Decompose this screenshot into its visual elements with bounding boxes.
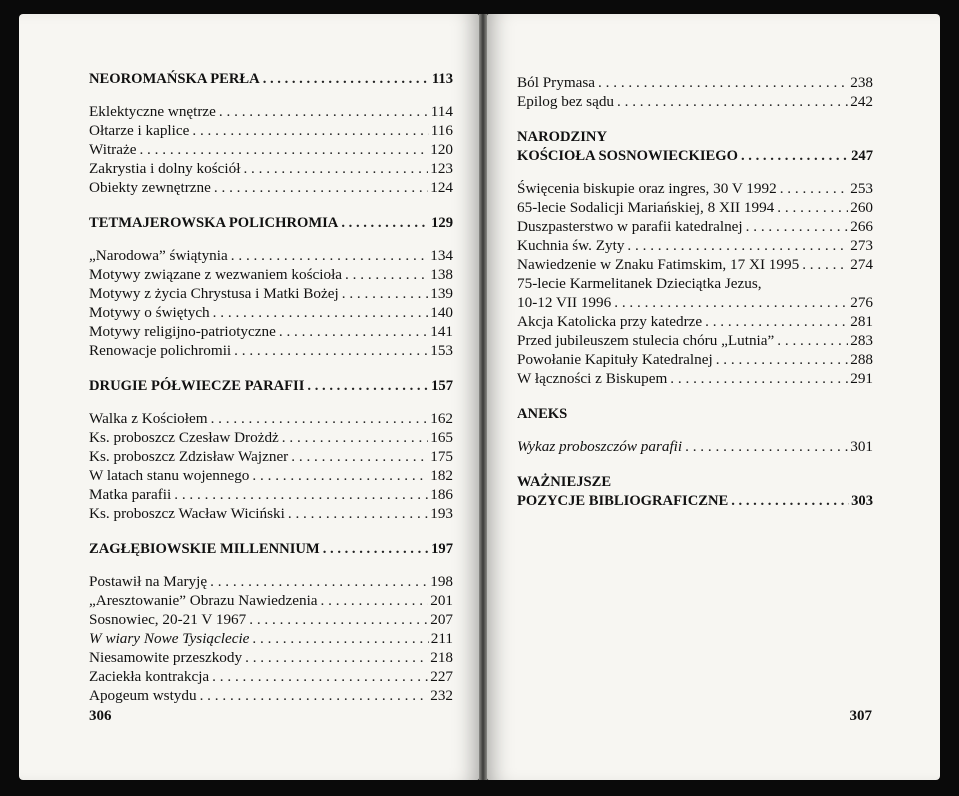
toc-entry: Motywy związane z wezwaniem kościoła . . . 138	[89, 265, 453, 284]
toc-heading: TETMAJEROWSKA POLICHROMIA . . . 129	[89, 214, 453, 233]
toc-entry: Powołanie Kapituły Katedralnej . . . 288	[517, 350, 873, 369]
toc-entry: Ks. proboszcz Zdzisław Wajzner . . . 175	[89, 447, 453, 466]
book-gutter	[479, 14, 487, 780]
toc-entry: Obiekty zewnętrzne . . . 124	[89, 178, 453, 197]
toc-entry: W latach stanu wojennego . . . 182	[89, 466, 453, 485]
toc-entry: Akcja Katolicka przy katedrze . . . 281	[517, 312, 873, 331]
toc-entry: Epilog bez sądu . . . 242	[517, 92, 873, 111]
toc-entry: Motywy z życia Chrystusa i Matki Bożej . . . 139	[89, 284, 453, 303]
toc-entry: Walka z Kościołem . . . 162	[89, 409, 453, 428]
toc-entry: „Aresztowanie” Obrazu Nawiedzenia . . . 201	[89, 591, 453, 610]
toc-entry: Niesamowite przeszkody . . . 218	[89, 648, 453, 667]
toc-entry: Ks. proboszcz Wacław Wiciński . . . 193	[89, 504, 453, 523]
toc-heading: NEOROMAŃSKA PERŁA . . . 113	[89, 70, 453, 89]
toc-entry: Postawił na Maryję . . . 198	[89, 572, 453, 591]
toc-entry: Kuchnia św. Zyty . . . 273	[517, 236, 873, 255]
toc-entry: Przed jubileuszem stulecia chóru „Lutnia” . . . 283	[517, 331, 873, 350]
toc-entry: „Narodowa” świątynia . . . 134	[89, 246, 453, 265]
toc-entry: Święcenia biskupie oraz ingres, 30 V 1992 . . . 253	[517, 179, 873, 198]
toc-entry: W wiary Nowe Tysiąclecie . . . 211	[89, 629, 453, 648]
toc-entry: Ołtarze i kaplice . . . 116	[89, 121, 453, 140]
toc-entry: Matka parafii . . . 186	[89, 485, 453, 504]
toc-entry: W łączności z Biskupem . . . 291	[517, 369, 873, 388]
toc-left	[89, 70, 453, 705]
toc-entry: Renowacje polichromii . . . 153	[89, 341, 453, 360]
toc-right	[517, 73, 873, 511]
page-number-right: 307	[849, 708, 872, 724]
toc-entry: Motywy religijno-patriotyczne . . . 141	[89, 322, 453, 341]
toc-entry: Ból Prymasa . . . 238	[517, 73, 873, 92]
toc-entry: Motywy o świętych . . . 140	[89, 303, 453, 322]
toc-entry: Wykaz proboszczów parafii . . . 301	[517, 437, 873, 456]
page-number-left: 306	[89, 708, 112, 724]
toc-entry: 10-12 VII 1996 . . . 276	[517, 293, 873, 312]
toc-entry: Duszpasterstwo w parafii katedralnej . . . 266	[517, 217, 873, 236]
toc-entry-line: 75-lecie Karmelitanek Dzieciątka Jezus,	[517, 275, 762, 292]
toc-heading: ZAGŁĘBIOWSKIE MILLENNIUM . . . 197	[89, 540, 453, 559]
toc-heading: KOŚCIOŁA SOSNOWIECKIEGO . . . 247	[517, 147, 873, 166]
toc-heading: ANEKS	[517, 406, 568, 422]
toc-heading: DRUGIE PÓŁWIECZE PARAFII . . . 157	[89, 377, 453, 396]
toc-heading: POZYCJE BIBLIOGRAFICZNE . . . 303	[517, 492, 873, 511]
toc-entry: Sosnowiec, 20-21 V 1967 . . . 207	[89, 610, 453, 629]
left-page	[19, 14, 479, 780]
right-page	[487, 14, 940, 780]
toc-entry: Ks. proboszcz Czesław Drożdż . . . 165	[89, 428, 453, 447]
toc-entry: Zaciekła kontrakcja . . . 227	[89, 667, 453, 686]
toc-entry: Apogeum wstydu . . . 232	[89, 686, 453, 705]
toc-entry: 65-lecie Sodalicji Mariańskiej, 8 XII 1994 . . . 260	[517, 198, 873, 217]
toc-heading: WAŻNIEJSZE	[517, 474, 612, 490]
toc-heading: NARODZINY	[517, 129, 607, 145]
toc-entry: Witraże . . . 120	[89, 140, 453, 159]
toc-entry: Zakrystia i dolny kościół . . . 123	[89, 159, 453, 178]
toc-entry: Nawiedzenie w Znaku Fatimskim, 17 XI 1995 . . . 274	[517, 255, 873, 274]
toc-entry: Eklektyczne wnętrze . . . 114	[89, 102, 453, 121]
